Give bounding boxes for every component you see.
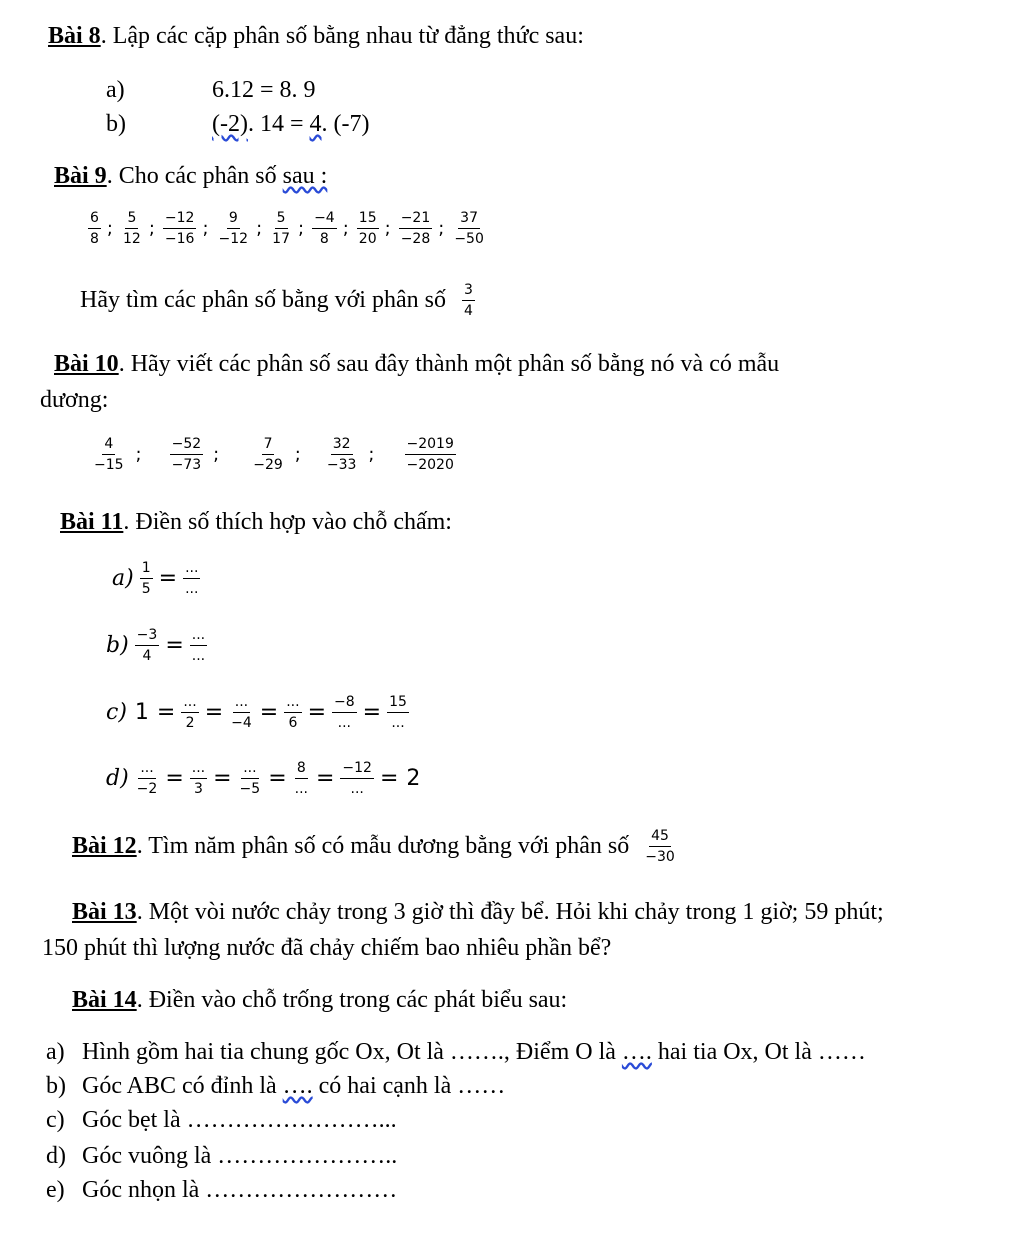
numerator: ... [181,694,198,713]
blank-fraction [229,694,254,731]
item-text: Góc nhọn là …………………… [82,1177,398,1203]
bai12-target-fraction [643,828,677,865]
blank-fraction [284,694,301,731]
separator: ; [368,444,375,466]
denominator: −2 [136,781,158,798]
bai11-item-a [112,560,202,597]
tail-number: 2 [406,766,421,792]
numerator: −8 [332,694,357,713]
bai9-fraction [121,210,143,247]
blank-fraction [238,760,263,797]
numerator: −2019 [405,436,456,455]
denominator: ... [350,781,364,798]
equals-sign: = [362,700,382,726]
bai13-title: Bài 13 [72,899,137,925]
separator: ; [135,444,142,466]
numerator: −52 [170,436,204,455]
numerator: −12 [163,210,197,229]
blank-fraction [332,694,357,731]
numerator: −12 [340,760,374,779]
blank-fraction [387,694,409,731]
equals-sign: = [259,700,279,726]
equals-sign: = [315,766,335,792]
denominator: −30 [645,849,675,866]
item-text-tail: có hai cạnh là …… [312,1073,506,1099]
bai8-a-expr: 6.12 = 8. 9 [212,77,316,103]
bai8-item-b [106,110,126,139]
equals-sign: = [307,700,327,726]
denominator: 12 [123,231,141,248]
denominator: ... [391,715,405,732]
denominator: 8 [90,231,99,248]
denominator: −29 [253,457,283,474]
bai14-item [46,1106,397,1135]
bai14-item [46,1176,397,1205]
bai8-b-expr [212,110,370,139]
denominator: 4 [142,648,152,665]
denominator: −28 [400,231,431,248]
bai8-a-label: a) [106,77,125,103]
denominator: −16 [164,231,195,248]
denominator: −4 [231,715,252,732]
bai9-heading [54,162,327,191]
separator: ; [202,218,209,240]
separator: ; [106,218,113,240]
numerator: 15 [387,694,409,713]
numerator: ... [233,694,250,713]
blank-fraction [190,760,207,797]
denominator: ... [294,781,308,798]
bai8-item-a [106,76,125,105]
bai11-item-c [106,694,411,731]
lead-number: 1 [134,700,149,726]
denominator: −12 [218,231,249,248]
numerator: 45 [649,828,671,847]
numerator: 3 [462,282,475,301]
equals-sign: = [156,700,176,726]
bai14-item [46,1142,397,1171]
bai10-text-line1: . Hãy viết các phân số sau đây thành một phân số bằng nó và có mẫu [118,351,780,377]
separator: ; [384,218,391,240]
bai11-title: Bài 11 [60,509,124,535]
equals-sign: = [165,633,184,659]
bai9-text: . Cho các phân số [106,163,283,189]
blank-fraction [181,694,198,731]
item-blank: …. [282,1073,313,1099]
numerator: 1 [140,560,153,579]
bai8-b-part4: . (-7) [321,111,370,137]
bai14-item [46,1072,505,1101]
bai9-fraction [270,210,292,247]
bai10-fraction [170,436,204,473]
item-text: Hình gồm hai tia chung gốc Ox, Ot là ……., Điểm O là [82,1039,622,1065]
bai8-heading [48,22,584,51]
denominator: −2020 [406,457,454,474]
denominator: 5 [141,581,151,598]
item-label: c) [106,700,127,726]
denominator: −73 [171,457,202,474]
bai9-task-text: Hãy tìm các phân số bằng với phân số [80,287,446,314]
numerator: −3 [135,627,160,646]
item-label: a) [112,566,134,592]
bai11-item-d [106,760,424,797]
separator: ; [438,218,445,240]
item-text-tail: hai tia Ox, Ot là …… [651,1039,866,1065]
numerator: ... [190,760,207,779]
bai14-item [46,1038,866,1067]
bai9-fraction [217,210,251,247]
bai9-text-squiggle: sau : [282,163,328,189]
numerator: ... [284,694,301,713]
item-blank: …. [621,1039,652,1065]
bai14-heading [72,986,567,1015]
separator: ; [213,444,220,466]
bai9-fraction [163,210,197,247]
numerator: 5 [275,210,288,229]
given-fraction [140,560,153,597]
bai9-fraction [452,210,486,247]
bai9-fraction [88,210,101,247]
denominator: ... [337,715,352,732]
blank-fraction [340,760,374,797]
bai10-fraction [251,436,285,473]
bai8-b-part1: (-2) [212,111,248,137]
numerator: −4 [312,210,337,229]
denominator: −33 [326,457,357,474]
blank-fraction [135,760,160,797]
denominator: 20 [358,231,377,248]
denominator: ... [191,648,206,665]
denominator: −5 [239,781,261,798]
bai10-heading [54,350,779,379]
numerator: −21 [399,210,433,229]
bai11-item-b [106,627,209,664]
bai9-target-fraction [462,282,475,319]
bai14-text: . Điền vào chỗ trống trong các phát biểu sau: [136,987,568,1013]
numerator: 32 [331,436,353,455]
item-label: d) [46,1143,66,1169]
equals-sign: = [165,766,184,792]
item-label: c) [46,1107,65,1133]
separator: ; [342,218,349,240]
bai13-heading [72,898,884,927]
bai12-heading [72,828,679,865]
bai9-fraction-list [86,210,488,247]
numerator: 15 [357,210,379,229]
bai8-b-part3: 4 [309,111,322,137]
item-label: a) [46,1039,65,1065]
denominator: −50 [454,231,484,248]
equals-sign: = [158,566,178,592]
numerator: 37 [458,210,480,229]
item-text: Góc bẹt là ……………………... [82,1107,397,1133]
bai9-task [80,282,477,319]
bai10-title: Bài 10 [54,351,119,377]
item-text: Góc vuông là ………………….. [82,1143,398,1169]
item-label: b) [106,633,129,659]
numerator: 5 [125,210,138,229]
denominator: −15 [94,457,124,474]
bai11-text: . Điền số thích hợp vào chỗ chấm: [123,509,452,535]
bai9-fraction [399,210,433,247]
equals-sign: = [379,766,399,792]
item-label: b) [46,1073,66,1099]
blank-fraction [183,560,200,597]
equals-sign: = [204,700,224,726]
bai10-fraction [405,436,456,473]
item-label: d) [106,766,129,792]
numerator: ... [241,760,258,779]
denominator: 2 [185,715,195,732]
bai10-fraction [325,436,359,473]
numerator: 9 [227,210,240,229]
bai8-title: Bài 8 [48,23,101,49]
bai10-fraction-list [90,436,458,473]
denominator: 4 [463,303,473,320]
bai9-fraction [357,210,379,247]
numerator: 8 [295,760,308,779]
numerator: ... [183,560,200,579]
bai12-title: Bài 12 [72,833,137,860]
separator: ; [148,218,155,240]
separator: ; [294,444,301,466]
separator: ; [256,218,263,240]
bai12-text: . Tìm năm phân số có mẫu dương bằng với phân số [136,833,630,860]
numerator: 6 [88,210,101,229]
blank-fraction [190,627,207,664]
bai10-text-line2: dương: [40,387,109,413]
bai13-text-line1: . Một vòi nước chảy trong 3 giờ thì đầy bể. Hỏi khi chảy trong 1 giờ; 59 phút; [136,899,884,925]
given-fraction [135,627,160,664]
bai9-title: Bài 9 [54,163,107,189]
bai9-fraction [312,210,337,247]
denominator: 8 [319,231,329,248]
bai14-title: Bài 14 [72,987,137,1013]
numerator: 7 [262,436,275,455]
bai11-heading [60,508,452,537]
denominator: ... [185,581,199,598]
item-label: e) [46,1177,65,1203]
bai8-b-label: b) [106,111,126,137]
bai13-text-line2: 150 phút thì lượng nước đã chảy chiếm bao nhiêu phần bể? [42,935,612,961]
bai8-b-part2: . 14 = [247,111,310,137]
item-text: Góc ABC có đỉnh là [82,1073,283,1099]
numerator: 4 [102,436,115,455]
equals-sign: = [268,766,287,792]
blank-fraction [293,760,310,797]
numerator: ... [190,627,207,646]
separator: ; [297,218,305,240]
denominator: 6 [288,715,298,732]
equals-sign: = [213,766,232,792]
denominator: 17 [272,231,290,248]
bai10-fraction [92,436,126,473]
denominator: 3 [193,781,203,798]
bai8-text: . Lập các cặp phân số bằng nhau từ đẳng thức sau: [100,23,584,49]
numerator: ... [138,760,155,779]
